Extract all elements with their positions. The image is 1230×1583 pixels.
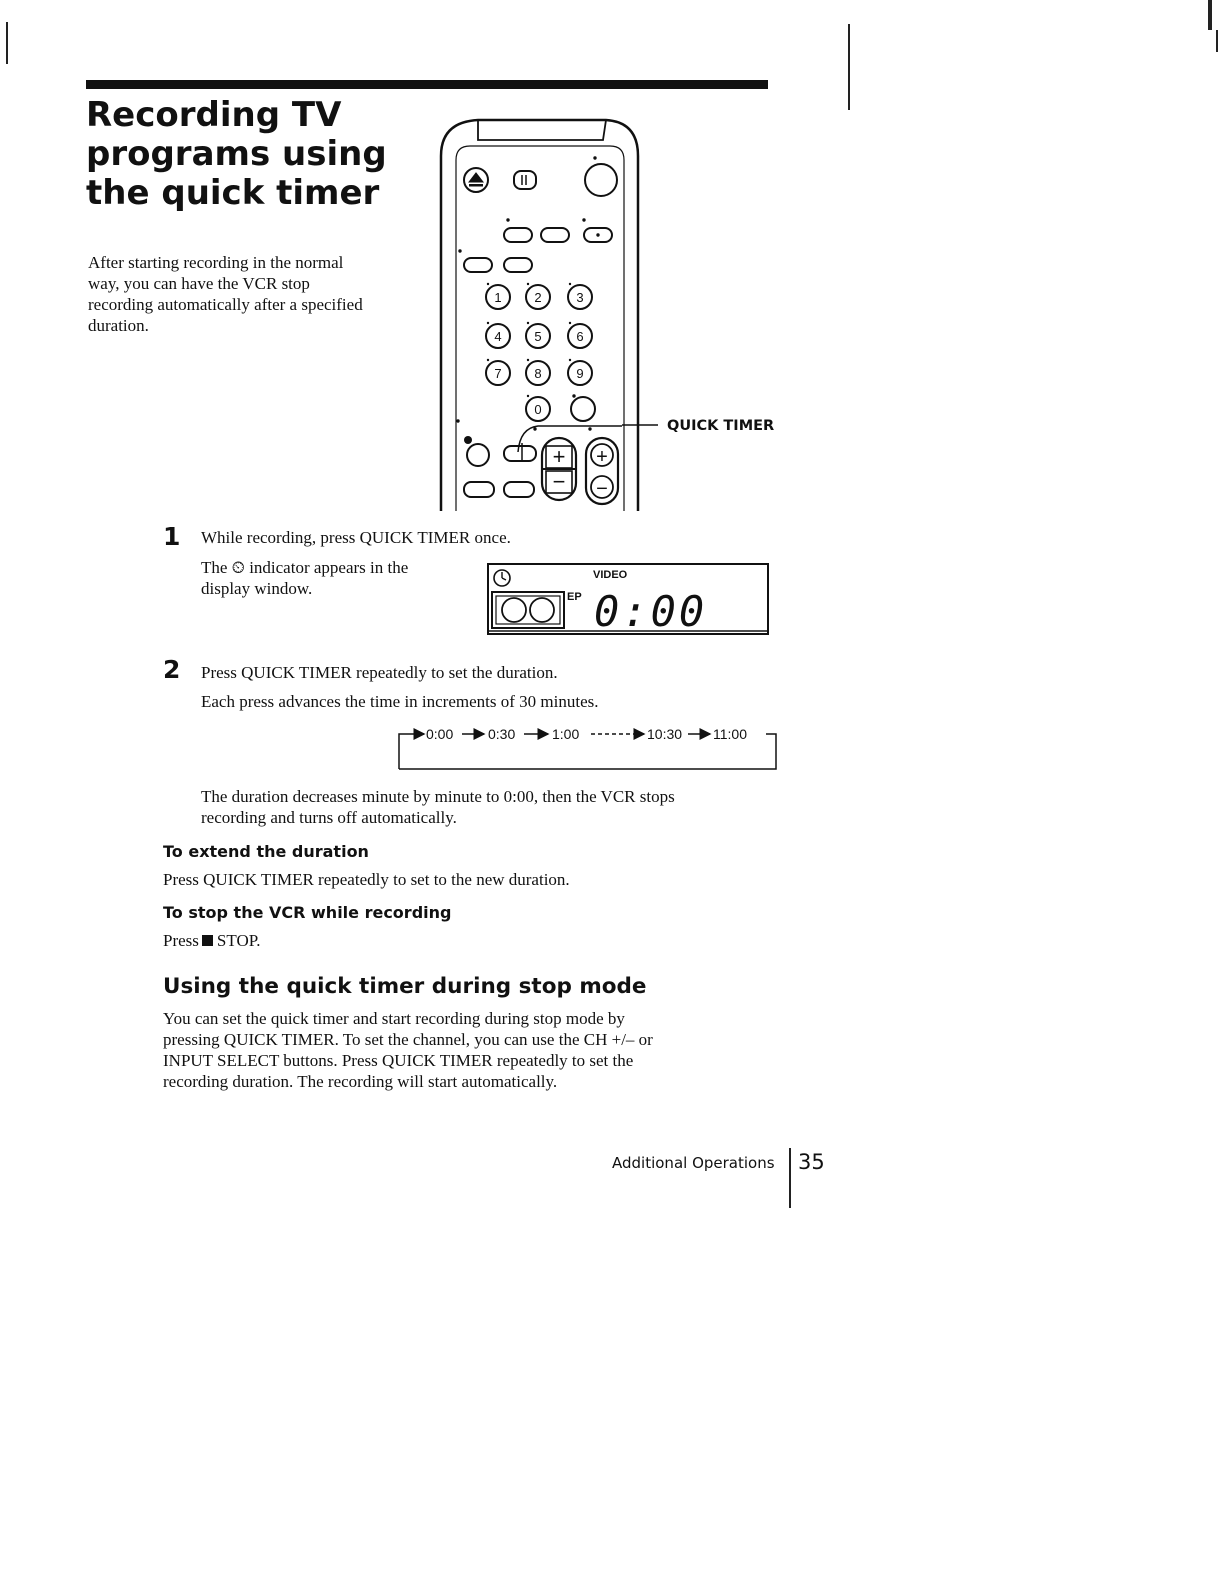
power-button-icon [585, 164, 617, 196]
number-key-label: 8 [534, 366, 542, 381]
top-rule [86, 80, 768, 89]
number-key-7 [486, 359, 510, 385]
number-key-label: 1 [494, 290, 502, 305]
intro-line: duration. [88, 316, 149, 335]
stop-icon [202, 935, 213, 946]
scan-edge-mark [6, 22, 8, 64]
step-number: 2 [163, 655, 181, 684]
minus-symbol: − [596, 478, 608, 500]
quick-timer-callout: QUICK TIMER [667, 418, 775, 434]
scan-edge-mark [848, 24, 850, 110]
title-line: programs using [86, 134, 387, 174]
number-key-0 [526, 395, 550, 421]
duration-value: 0:30 [488, 726, 516, 742]
duration-value: 1:00 [552, 726, 580, 742]
intro-line: recording automatically after a specified [88, 295, 363, 314]
section-line: You can set the quick timer and start recording during stop mode by [163, 1009, 625, 1028]
round-button-icon [571, 397, 595, 421]
channel-rocker [586, 438, 618, 504]
section-body [163, 1008, 753, 1092]
explanation-line: recording and turns off automatically. [201, 808, 457, 827]
plus-symbol: + [596, 446, 608, 468]
number-key-1 [486, 283, 510, 309]
step-detail: Each press advances the time in increments of 30 minutes. [201, 692, 599, 711]
footer-divider [789, 1148, 791, 1208]
oval-button [504, 482, 534, 497]
step-instruction: While recording, press QUICK TIMER once. [201, 528, 511, 547]
section-heading: Using the quick timer during stop mode [163, 974, 647, 999]
number-key-label: 0 [534, 402, 542, 417]
plus-symbol: + [552, 444, 566, 469]
number-key-label: 7 [494, 366, 502, 381]
remote-ir-window [478, 120, 606, 140]
stop-body [163, 930, 261, 951]
extend-body: Press QUICK TIMER repeatedly to set to the new duration. [163, 870, 570, 889]
ep-label: EP [567, 591, 582, 603]
section-line: pressing QUICK TIMER. To set the channel, you can use the CH +/– or [163, 1030, 653, 1049]
minus-symbol: − [552, 469, 566, 494]
quick-timer-rocker [542, 438, 576, 500]
round-button-icon [467, 444, 489, 466]
eject-icon [464, 168, 488, 192]
video-label: VIDEO [593, 569, 628, 581]
number-key-label: 9 [576, 366, 584, 381]
tv-video-icon [514, 171, 536, 189]
step-detail-line: The ⏲ indicator appears in the [201, 558, 409, 577]
section-line: recording duration. The recording will start automatically. [163, 1072, 558, 1091]
step-number: 1 [163, 522, 181, 551]
number-key-5 [526, 322, 550, 348]
number-key-6 [568, 322, 592, 348]
duration-value: 11:00 [713, 726, 747, 742]
tape-icon [492, 592, 564, 628]
oval-button [504, 446, 536, 461]
number-key-3 [568, 283, 592, 309]
scan-edge-mark [1208, 0, 1212, 30]
number-key-label: 3 [576, 290, 584, 305]
extend-heading: To extend the duration [163, 842, 369, 861]
timer-indicator-icon [494, 570, 510, 586]
duration-value: 10:30 [647, 726, 683, 742]
duration-sequence-diagram [396, 722, 780, 772]
number-key-label: 4 [494, 329, 502, 344]
number-key-label: 6 [576, 329, 584, 344]
number-key-4 [486, 322, 510, 348]
intro-line: way, you can have the VCR stop [88, 274, 310, 293]
page-number: 35 [798, 1150, 825, 1174]
remote-body-outline [441, 120, 638, 511]
footer-section-label: Additional Operations [612, 1154, 775, 1172]
title-line: the quick timer [86, 173, 380, 213]
stop-heading: To stop the VCR while recording [163, 903, 452, 922]
number-key-2 [526, 283, 550, 309]
number-key-8 [526, 359, 550, 385]
number-key-9 [568, 359, 592, 385]
stop-body-prefix: Press [163, 931, 199, 950]
remote-control-illustration [438, 116, 658, 516]
time-readout: 0:00 [594, 587, 708, 636]
oval-button-row [464, 228, 612, 272]
page-title [86, 96, 426, 213]
duration-explanation [201, 786, 781, 828]
explanation-line: The duration decreases minute by minute to 0:00, then the VCR stops [201, 787, 675, 806]
step-instruction: Press QUICK TIMER repeatedly to set the duration. [201, 663, 558, 682]
display-window-illustration [486, 562, 770, 636]
scan-edge-mark [1216, 30, 1218, 52]
oval-button [464, 482, 494, 497]
step-detail [201, 557, 471, 599]
stop-body-suffix: STOP. [216, 931, 261, 950]
number-key-label: 2 [534, 290, 542, 305]
number-key-label: 5 [534, 329, 542, 344]
title-line: Recording TV [86, 95, 342, 135]
intro-line: After starting recording in the normal [88, 253, 344, 272]
intro-paragraph [88, 252, 418, 336]
duration-value: 0:00 [426, 726, 454, 742]
section-line: INPUT SELECT buttons. Press QUICK TIMER repeatedly to set the [163, 1051, 634, 1070]
step-detail-line: display window. [201, 579, 313, 598]
